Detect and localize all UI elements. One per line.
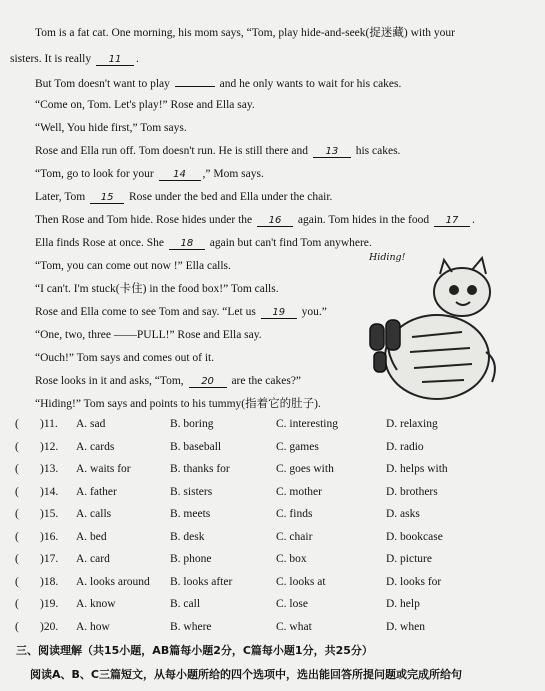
option-row — [0, 507, 545, 523]
blank-17: 17 — [434, 215, 470, 227]
option-d: D. help — [386, 598, 420, 610]
story-text: are the cakes?” — [231, 375, 302, 387]
option-a: A. calls — [76, 508, 112, 520]
answer-paren[interactable]: ( — [15, 508, 19, 520]
option-d: D. helps with — [386, 463, 448, 475]
story-line-9 — [35, 213, 475, 227]
question-number: )11. — [40, 418, 58, 430]
option-a: A. know — [76, 598, 116, 610]
story-line-6 — [35, 144, 400, 158]
story-text: Rose under the bed and Ella under the chair. — [129, 191, 333, 203]
question-number: )18. — [40, 575, 59, 588]
story-line-1 — [35, 26, 455, 40]
option-b: B. meets — [170, 508, 211, 520]
blank-18: 18 — [169, 238, 205, 250]
story-text: Rose and Ella come to see Tom and say. “Let us — [35, 306, 256, 318]
cat-illustration — [352, 252, 502, 407]
story-text: again but can't find Tom anywhere. — [209, 237, 372, 249]
option-b: B. baseball — [170, 440, 222, 453]
option-row — [0, 440, 545, 456]
story-text: “Tom, you can come out now !” Ella calls. — [35, 260, 231, 272]
section-title: 三、阅读理解（共15小题，AB篇每小题2分，C篇每小题1分，共25分） — [16, 644, 373, 657]
option-d: D. radio — [386, 440, 424, 453]
option-c: C. chair — [276, 530, 313, 543]
question-number: )15. — [40, 508, 59, 520]
option-b: B. phone — [170, 553, 212, 565]
option-c: C. goes with — [276, 463, 334, 475]
story-text: But Tom doesn't want to play — [35, 78, 170, 90]
option-c: C. finds — [276, 508, 313, 520]
option-c: C. looks at — [276, 575, 326, 588]
option-a: A. card — [76, 553, 110, 565]
option-a: A. looks around — [76, 575, 150, 588]
blank-14: 14 — [159, 169, 201, 181]
question-number: )20. — [40, 620, 59, 633]
option-b: B. where — [170, 620, 212, 633]
option-a: A. waits for — [76, 463, 131, 475]
story-text: “Tom, go to look for your — [35, 168, 154, 180]
story-text: “Come on, Tom. Let's play!” Rose and Ella say. — [35, 99, 255, 111]
story-text: sisters. It is really — [10, 53, 92, 65]
option-a: A. father — [76, 485, 117, 498]
option-d: D. brothers — [386, 485, 438, 498]
story-line-17 — [35, 397, 321, 411]
story-line-13 — [35, 305, 327, 319]
option-row — [0, 575, 545, 591]
story-text: his cakes. — [355, 145, 401, 157]
option-d: D. when — [386, 620, 425, 633]
story-line-3 — [35, 75, 401, 91]
option-c: C. lose — [276, 598, 308, 610]
story-text: “I can't. I'm stuck(卡住) in the food box!” Tom calls. — [35, 283, 279, 295]
story-text: Ella finds Rose at once. She — [35, 237, 165, 249]
story-text: ,” Mom says. — [202, 168, 264, 180]
option-row — [0, 485, 545, 501]
option-b: B. sisters — [170, 485, 213, 498]
story-line-15 — [35, 351, 214, 365]
answer-paren[interactable]: ( — [15, 440, 19, 453]
question-number: )12. — [40, 440, 59, 453]
story-text: Then Rose and Tom hide. Rose hides under the — [35, 214, 253, 226]
section-instruction: 阅读A、B、C三篇短文，从每小题所给的四个选项中，选出能回答所提问题或完成所给句 — [30, 668, 462, 681]
story-text: “Well, You hide first,” Tom says. — [35, 122, 187, 134]
story-text: Tom is a fat cat. One morning, his mom says, “Tom, play hide-and-seek(捉迷藏) with your — [35, 27, 455, 39]
story-line-11 — [35, 259, 231, 273]
answer-paren[interactable]: ( — [15, 598, 19, 610]
option-c: C. games — [276, 440, 319, 453]
option-row — [0, 462, 545, 478]
story-text: you.” — [301, 306, 327, 318]
option-d: D. asks — [386, 508, 420, 520]
option-d: D. looks for — [386, 575, 442, 588]
story-line-2 — [10, 52, 139, 66]
option-b: B. thanks for — [170, 463, 230, 475]
option-b: B. boring — [170, 418, 214, 430]
story-line-16 — [35, 374, 301, 388]
blank-19: 19 — [261, 307, 297, 319]
option-row — [0, 552, 545, 568]
story-line-12 — [35, 282, 279, 296]
blank-13: 13 — [313, 146, 351, 158]
story-line-10 — [35, 236, 372, 250]
story-line-5 — [35, 121, 187, 135]
option-a: A. bed — [76, 530, 107, 543]
answer-paren[interactable]: ( — [15, 485, 19, 498]
option-c: C. box — [276, 553, 307, 565]
story-text: Rose looks in it and asks, “Tom, — [35, 375, 184, 387]
story-line-4 — [35, 98, 255, 112]
story-line-14 — [35, 328, 262, 342]
option-a: A. cards — [76, 440, 115, 453]
option-row — [0, 597, 545, 613]
option-c: C. interesting — [276, 418, 338, 430]
option-b: B. call — [170, 598, 201, 610]
story-text: . — [471, 214, 475, 226]
option-c: C. mother — [276, 485, 322, 498]
blank-20: 20 — [189, 376, 227, 388]
story-text: “Hiding!” Tom says and points to his tummy(指着它的肚子). — [35, 398, 321, 410]
story-text: . — [136, 53, 139, 65]
question-number: )17. — [40, 553, 59, 565]
blank-15: 15 — [90, 192, 124, 204]
story-line-8 — [35, 190, 332, 204]
story-text: Later, Tom — [35, 191, 86, 203]
option-a: A. how — [76, 620, 110, 633]
option-b: B. looks after — [170, 575, 233, 588]
option-d: D. relaxing — [386, 418, 438, 430]
answer-paren[interactable]: ( — [15, 418, 19, 430]
story-line-7 — [35, 167, 264, 181]
question-number: )13. — [40, 463, 59, 475]
option-c: C. what — [276, 620, 312, 633]
story-text: again. Tom hides in the food — [297, 214, 430, 226]
blank-12 — [175, 75, 215, 87]
answer-paren[interactable]: ( — [15, 530, 19, 543]
option-row — [0, 530, 545, 546]
option-d: D. picture — [386, 553, 432, 565]
story-text: and he only wants to wait for his cakes. — [219, 78, 402, 90]
question-number: )19. — [40, 598, 59, 610]
story-text: “One, two, three ——PULL!” Rose and Ella say. — [35, 329, 262, 341]
question-number: )14. — [40, 485, 59, 498]
answer-paren[interactable]: ( — [15, 620, 19, 633]
blank-16: 16 — [257, 215, 293, 227]
question-number: )16. — [40, 530, 59, 543]
answer-paren[interactable]: ( — [15, 553, 19, 565]
option-b: B. desk — [170, 530, 205, 543]
story-text: Rose and Ella run off. Tom doesn't run. He is still there and — [35, 145, 308, 157]
answer-paren[interactable]: ( — [15, 463, 19, 475]
option-d: D. bookcase — [386, 530, 443, 543]
option-row — [0, 620, 545, 636]
blank-11: 11 — [96, 54, 134, 66]
story-text: “Ouch!” Tom says and comes out of it. — [35, 352, 215, 364]
cartoon-caption: Hiding! — [369, 252, 406, 263]
option-a: A. sad — [76, 418, 106, 430]
answer-paren[interactable]: ( — [15, 575, 19, 588]
option-row — [0, 417, 545, 433]
